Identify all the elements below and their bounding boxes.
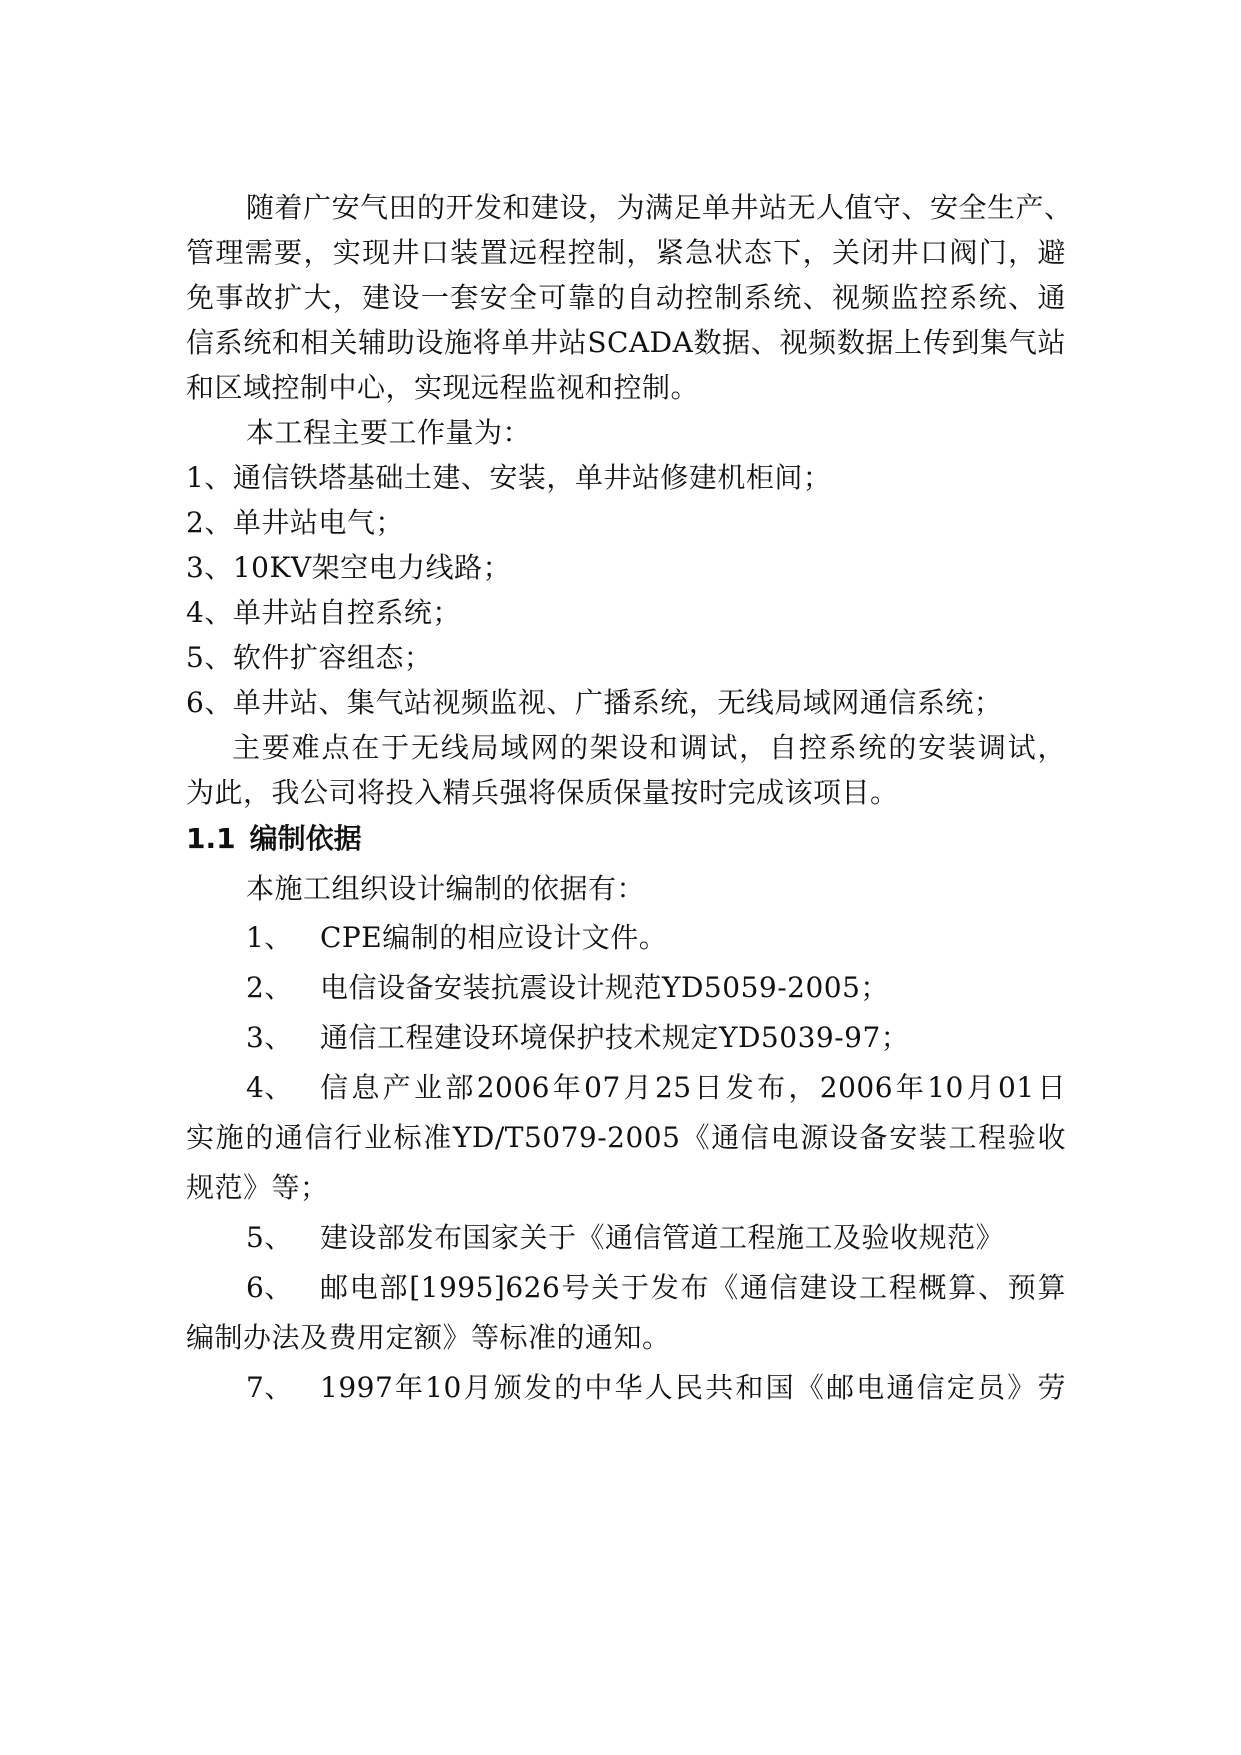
section-title: 编制依据 (249, 822, 362, 855)
intro-line: 信系统和相关辅助设施将单井站SCADA数据、视频数据上传到集气站 (186, 326, 1066, 359)
workload-intro: 本工程主要工作量为： (246, 416, 532, 449)
basis-item-number: 5、 (246, 1221, 293, 1254)
difficulty-line: 主要难点在于无线局域网的架设和调试，自控系统的安装调试， (232, 731, 1066, 764)
basis-item-text: 信息产业部2006年07月25日发布，2006年10月01日 (320, 1071, 1066, 1104)
workload-item: 3、10KV架空电力线路； (186, 551, 512, 584)
section-number: 1.1 (186, 822, 236, 855)
intro-line: 管理需要，实现井口装置远程控制，紧急状态下，关闭井口阀门，避 (186, 236, 1066, 269)
basis-item-number: 2、 (246, 971, 293, 1004)
difficulty-line: 为此，我公司将投入精兵强将保质保量按时完成该项目。 (186, 776, 899, 809)
basis-item-text: 邮电部[1995]626号关于发布《通信建设工程概算、预算 (320, 1271, 1066, 1304)
basis-item-text: 1997年10月颁发的中华人民共和国《邮电通信定员》劳 (320, 1371, 1066, 1404)
basis-item-continuation: 编制办法及费用定额》等标准的通知。 (186, 1321, 671, 1354)
basis-intro: 本施工组织设计编制的依据有： (246, 872, 646, 905)
basis-item-text: 通信工程建设环境保护技术规定YD5039-97； (320, 1021, 910, 1054)
section-heading (186, 822, 362, 856)
workload-item: 4、单井站自控系统； (186, 596, 461, 629)
intro-line: 和区域控制中心，实现远程监视和控制。 (186, 371, 700, 404)
basis-item-number: 6、 (246, 1271, 293, 1304)
intro-line: 免事故扩大，建设一套安全可靠的自动控制系统、视频监控系统、通 (186, 281, 1066, 314)
basis-item-continuation: 实施的通信行业标准YD/T5079-2005《通信电源设备安装工程验收 (186, 1121, 1066, 1154)
basis-item-text: 电信设备安装抗震设计规范YD5059-2005； (320, 971, 889, 1004)
workload-item: 6、单井站、集气站视频监视、广播系统，无线局域网通信系统； (186, 686, 1003, 719)
basis-item-continuation: 规范》等； (186, 1171, 329, 1204)
basis-item-text: CPE编制的相应设计文件。 (320, 921, 668, 954)
basis-item-number: 7、 (246, 1371, 293, 1404)
basis-item-number: 3、 (246, 1021, 293, 1054)
basis-item-text: 建设部发布国家关于《通信管道工程施工及验收规范》 (320, 1221, 1005, 1254)
basis-item-number: 4、 (246, 1071, 293, 1104)
workload-item: 1、通信铁塔基础土建、安装，单井站修建机柜间； (186, 461, 832, 494)
workload-item: 5、软件扩容组态； (186, 641, 433, 674)
basis-item-number: 1、 (246, 921, 293, 954)
workload-item: 2、单井站电气； (186, 506, 404, 539)
intro-line: 随着广安气田的开发和建设，为满足单井站无人值守、安全生产、 (246, 191, 1073, 224)
